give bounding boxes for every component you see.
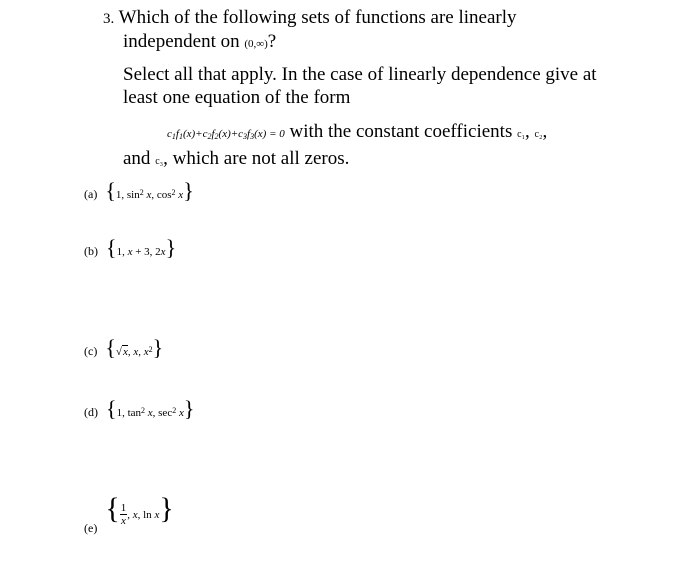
equation-line-2 <box>123 147 349 174</box>
question-line-1 <box>103 6 517 31</box>
option-a[interactable]: (a) {1, $\sin^2 x$, $\cos^2 x$} <box>84 178 194 203</box>
tail-text: , which are not all zeros. <box>163 148 350 169</box>
option-c-label: (c) <box>84 344 98 358</box>
and-text: and <box>123 148 151 169</box>
option-e-label: (e) <box>84 521 98 535</box>
option-e[interactable]: $_{(e)}$ { $\frac{1}{x}$ , x, ln x} <box>84 492 174 535</box>
equation-text: with the constant coefficients <box>289 121 513 142</box>
option-b[interactable]: (b) {1, x + 3, 2x} <box>84 235 177 260</box>
option-a-label: (a) <box>84 187 98 201</box>
question-mark: ? <box>267 31 277 52</box>
option-c-set: { <box>105 335 116 360</box>
option-e-set: { <box>105 492 120 525</box>
question-text-2: independent on <box>123 31 240 52</box>
instruction-line-2: least one equation of the form <box>123 87 351 108</box>
option-d[interactable]: (d) {1, $\tan^2 x$, $\sec^2 x$} <box>84 396 195 421</box>
option-d-set: { <box>106 396 117 421</box>
option-d-label: (d) <box>84 405 98 419</box>
question-text-1: Which of the following sets of functions are linearly <box>118 7 517 28</box>
c2-symbol: c₂ <box>534 129 543 140</box>
c1-symbol: c₁ <box>517 129 526 140</box>
instruction-line-1: Select all that apply. In the case of linearly dependence give at <box>123 64 597 85</box>
interval: (0,∞) <box>244 38 268 50</box>
linear-combination-equation: $c_1f_1(x)+c_2f_2(x)+c_3f_3(x) = 0$ <box>167 128 285 141</box>
c3-symbol: c₃ <box>155 156 164 167</box>
option-a-set: { <box>105 178 116 203</box>
option-b-set: { <box>106 235 117 260</box>
question-number: 3. <box>103 11 115 27</box>
equation-line: $c_1f_1(x)+c_2f_2(x)+c_3f_3(x) = 0$ with the constant coefficients c₁, c₂, <box>167 121 548 142</box>
question-line-2 <box>123 30 276 56</box>
option-b-label: (b) <box>84 244 98 258</box>
option-c[interactable]: (c) {√x, x, $x^2$} <box>84 335 164 360</box>
